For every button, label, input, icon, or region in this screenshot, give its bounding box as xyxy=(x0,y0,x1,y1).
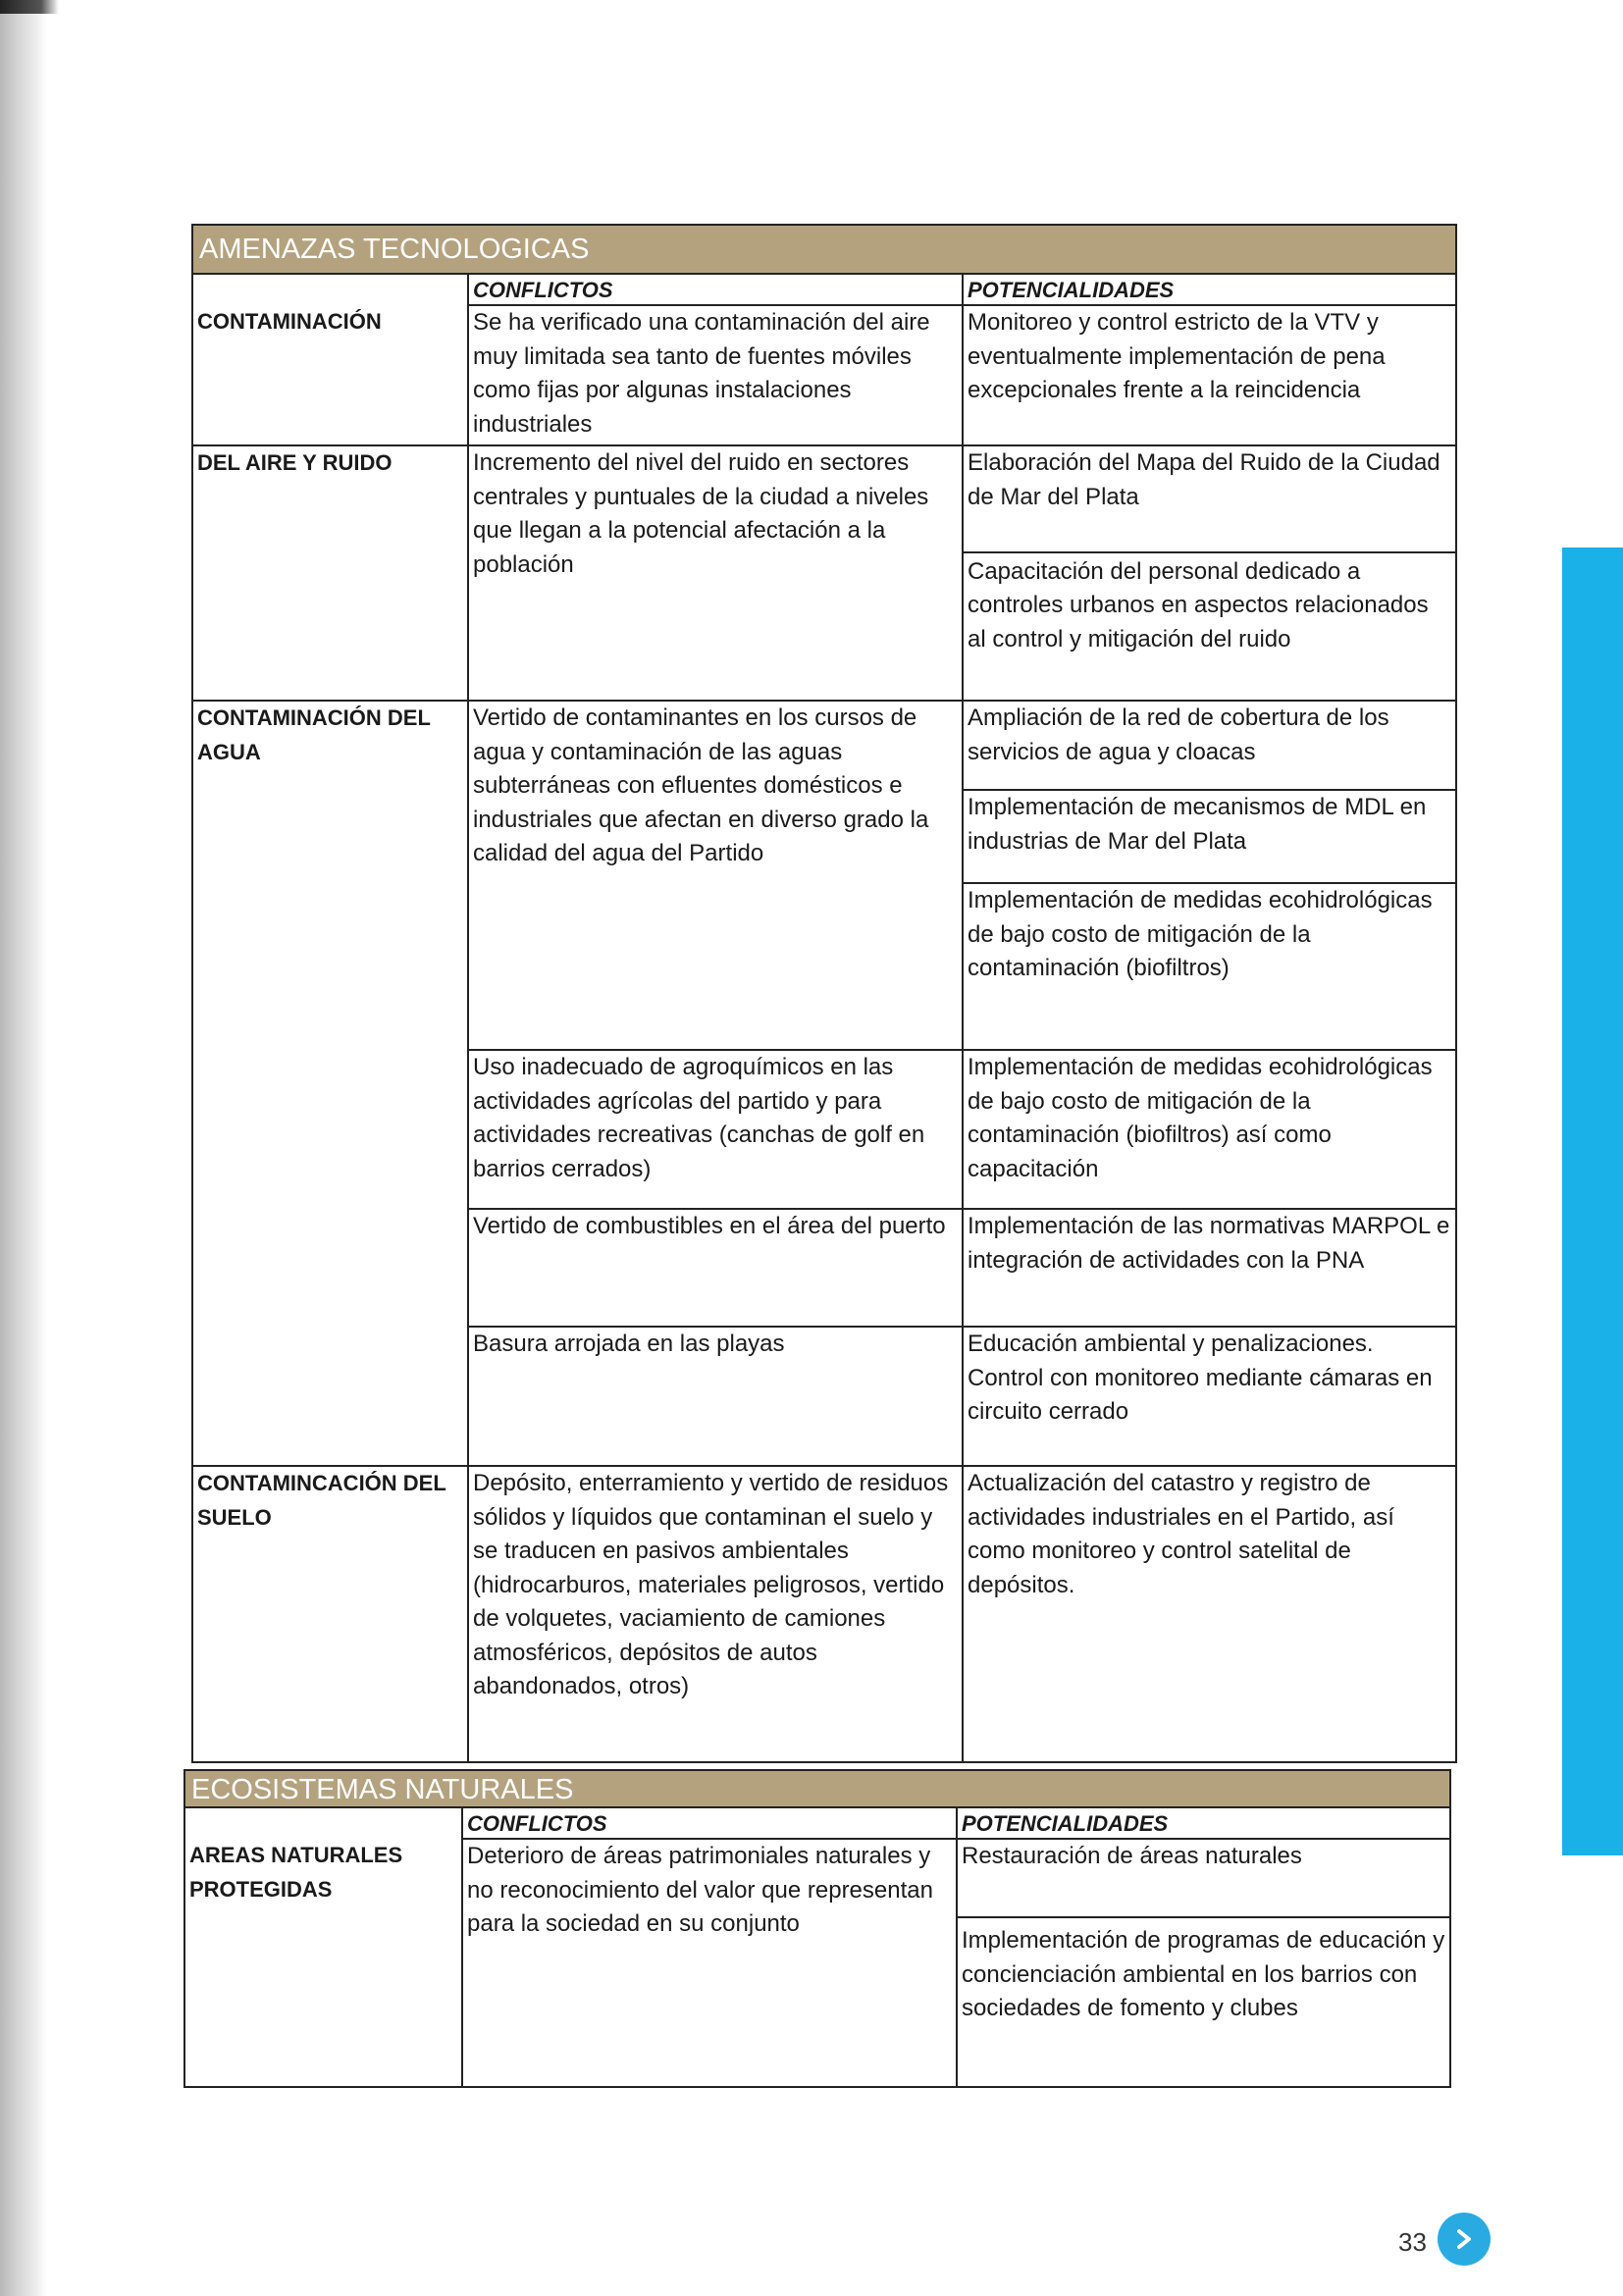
conflicto-basura-playas: Basura arrojada en las playas xyxy=(468,1327,963,1466)
ecosistemas-section-title: ECOSISTEMAS NATURALES xyxy=(184,1770,1450,1807)
conflicto-residuos: Depósito, enterramiento y vertido de residuos sólidos y líquidos que contaminan el suelo y se traducen en pasivos ambientales (hidrocarburos, materiales peligrosos, vertido de volquetes, vaciamiento de camiones atmosféricos, depósitos de autos abandonados, otros) xyxy=(468,1466,963,1762)
col-header-potencialidades: POTENCIALIDADES xyxy=(957,1807,1450,1839)
book-corner-shadow xyxy=(0,0,59,14)
potencialidad-red-cobertura: Ampliación de la red de cobertura de los servicios de agua y cloacas xyxy=(963,701,1456,790)
page-number: 33 xyxy=(1398,2227,1427,2257)
potencialidad-mdl: Implementación de mecanismos de MDL en industrias de Mar del Plata xyxy=(963,790,1456,883)
next-page-button[interactable] xyxy=(1438,2213,1491,2266)
category-agua: CONTAMINACIÓN DEL AGUA xyxy=(192,701,468,1466)
conflicto-ruido: Incremento del nivel del ruido en sectores centrales y puntuales de la ciudad a niveles que llegan a la potencial afectación a la población xyxy=(468,445,963,701)
potencialidad-biofiltros: Implementación de medidas ecohidrológicas de bajo costo de mitigación de la contaminación (biofiltros) así como capacitación xyxy=(963,1050,1456,1209)
ecosistemas-naturales-table xyxy=(183,1769,1451,2088)
potencialidad-restauracion: Restauración de áreas naturales xyxy=(957,1839,1450,1917)
potencialidad-programas-educacion: Implementación de programas de educación y concienciación ambiental en los barrios con sociedades de fomento y clubes xyxy=(957,1917,1450,2087)
amenazas-section-title: AMENAZAS TECNOLOGICAS xyxy=(192,225,1456,274)
book-spine-shadow xyxy=(0,0,47,2296)
category-contaminacion: CONTAMINACIÓN xyxy=(192,305,468,445)
col-header-conflictos: CONFLICTOS xyxy=(462,1807,957,1839)
chevron-right-icon xyxy=(1450,2225,1478,2253)
potencialidad-capacitacion-ruido: Capacitación del personal dedicado a controles urbanos en aspectos relacionados al control y mitigación del ruido xyxy=(963,552,1456,701)
potencialidad-ecohidrologicas: Implementación de medidas ecohidrológicas de bajo costo de mitigación de la contaminación (biofiltros) xyxy=(963,883,1456,1050)
potencialidad-educacion: Educación ambiental y penalizaciones. Control con monitoreo mediante cámaras en circuito cerrado xyxy=(963,1327,1456,1466)
potencialidad-mapa-ruido: Elaboración del Mapa del Ruido de la Ciudad de Mar del Plata xyxy=(963,445,1456,552)
category-areas-protegidas: AREAS NATURALES PROTEGIDAS xyxy=(184,1839,462,2087)
potencialidad-vtv: Monitoreo y control estricto de la VTV y eventualmente implementación de pena excepcionales frente a la reincidencia xyxy=(963,305,1456,445)
header-spacer xyxy=(184,1807,462,1839)
conflicto-agroquimicos: Uso inadecuado de agroquímicos en las actividades agrícolas del partido y para actividades recreativas (canchas de golf en barrios cerrados) xyxy=(468,1050,963,1209)
conflicto-deterioro-areas: Deterioro de áreas patrimoniales naturales y no reconocimiento del valor que representan para la sociedad en su conjunto xyxy=(462,1839,957,2087)
col-header-conflictos: CONFLICTOS xyxy=(468,274,963,305)
category-aire-ruido: DEL AIRE Y RUIDO xyxy=(192,445,468,701)
category-suelo: CONTAMINCACIÓN DEL SUELO xyxy=(192,1466,468,1762)
conflicto-vertido-agua: Vertido de contaminantes en los cursos de agua y contaminación de las aguas subterráneas con efluentes domésticos e industriales que afectan en diverso grado la calidad del agua del Partido xyxy=(468,701,963,1050)
chapter-side-tab xyxy=(1562,548,1623,1855)
conflicto-aire: Se ha verificado una contaminación del aire muy limitada sea tanto de fuentes móviles como fijas por algunas instalaciones industriales xyxy=(468,305,963,445)
potencialidad-marpol: Implementación de las normativas MARPOL e integración de actividades con la PNA xyxy=(963,1209,1456,1327)
amenazas-tecnologicas-table xyxy=(191,224,1457,1763)
header-spacer xyxy=(192,274,468,305)
col-header-potencialidades: POTENCIALIDADES xyxy=(963,274,1456,305)
conflicto-combustibles: Vertido de combustibles en el área del puerto xyxy=(468,1209,963,1327)
potencialidad-catastro: Actualización del catastro y registro de actividades industriales en el Partido, así como monitoreo y control satelital de depósitos. xyxy=(963,1466,1456,1762)
